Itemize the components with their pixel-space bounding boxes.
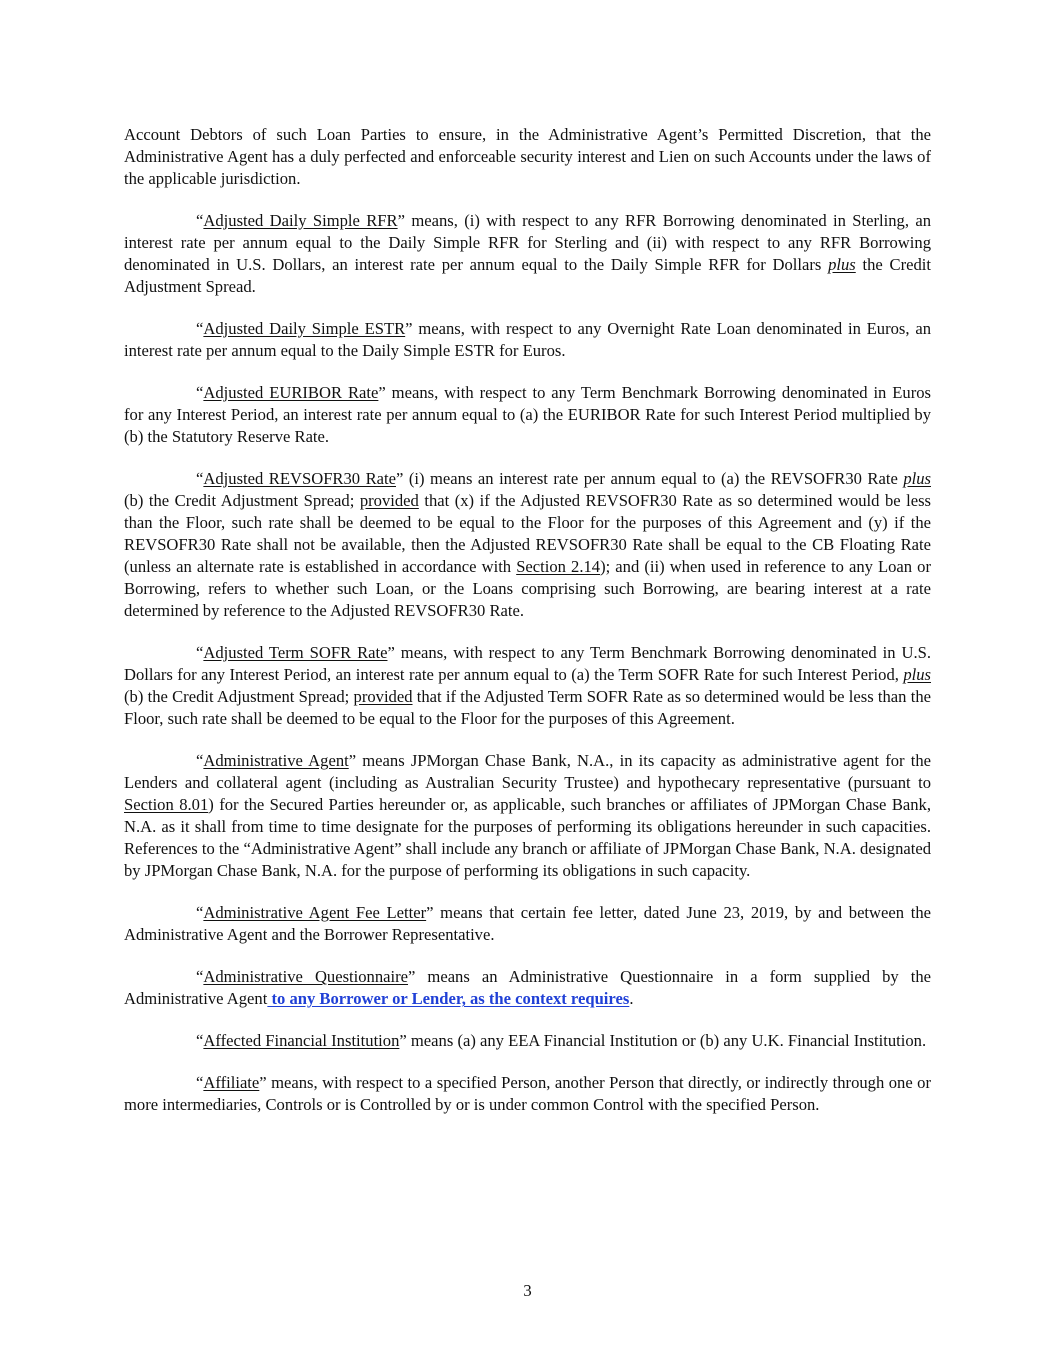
defined-term: provided (359, 491, 419, 510)
text-run: “ (196, 469, 204, 488)
text-run: “ (196, 751, 204, 770)
text-run: “ (196, 1073, 204, 1092)
defined-term: Section 2.14 (516, 557, 601, 576)
text-run: that if the Adjusted Term SOFR Rate as so determined would be less than the Floor, such rate shall be deemed to be equal to the Floor for the purposes of this Agreement. (124, 687, 931, 728)
text-run: ” means that certain fee letter, dated June 23, 2019, by and between the Administrative Agent and the Borrower Representative. (124, 903, 931, 944)
page-number: 3 (523, 1281, 532, 1300)
defined-term: Section 8.01 (124, 795, 209, 814)
inserted-text: to any Borrower or Lender, as the context requires (267, 989, 630, 1008)
text-run: the Credit Adjustment Spread. (124, 255, 931, 296)
text-run: ” means, with respect to any Overnight Rate Loan denominated in Euros, an interest rate per annum equal to the Daily Simple ESTR for Euros. (124, 319, 931, 360)
text-run: “ (196, 211, 204, 230)
defined-term: Administrative Questionnaire (203, 967, 409, 986)
text-run: “ (196, 383, 204, 402)
defined-term: Affected Financial Institution (203, 1031, 400, 1050)
emphasis-term: plus (828, 255, 856, 274)
paragraph (124, 642, 931, 730)
text-run: ” (i) means an interest rate per annum equal to (a) the REVSOFR30 Rate (396, 469, 904, 488)
text-run: ); and (ii) when used in reference to any Loan or Borrowing, refers to whether such Loan, or the Loans comprising such Borrowing, are bearing interest at a rate determined by reference to the Adjusted REVSOFR30 Rate. (124, 557, 931, 620)
paragraph (124, 210, 931, 298)
text-run: ” means an Administrative Questionnaire in a form supplied by the Administrative Agent (124, 967, 931, 1008)
defined-term: Administrative Agent (203, 751, 349, 770)
defined-term: Adjusted Term SOFR Rate (203, 643, 388, 662)
paragraph (124, 966, 931, 1010)
text-run: (b) the Credit Adjustment Spread; (124, 687, 354, 706)
paragraph (124, 902, 931, 946)
text-run: “ (196, 1031, 204, 1050)
paragraph (124, 318, 931, 362)
defined-term: Affiliate (203, 1073, 260, 1092)
defined-term: provided (353, 687, 413, 706)
text-run: “ (196, 643, 204, 662)
paragraph (124, 750, 931, 882)
defined-term: Adjusted REVSOFR30 Rate (203, 469, 396, 488)
defined-term: Administrative Agent Fee Letter (203, 903, 427, 922)
text-run: (b) the Credit Adjustment Spread; (124, 491, 360, 510)
paragraph (124, 382, 931, 448)
text-run: “ (196, 967, 204, 986)
text-run: ) for the Secured Parties hereunder or, as applicable, such branches or affiliates of JPMorgan Chase Bank, N.A. as it shall from time to time designate for the purposes of performing its obligations hereunder in such capacities. References to the “Administrative Agent” shall include any branch or affiliate of JPMorgan Chase Bank, N.A. designated by JPMorgan Chase Bank, N.A. for the purpose of performing its obligations in such capacity. (124, 795, 931, 880)
paragraph (124, 124, 931, 190)
emphasis-term: plus (903, 665, 931, 684)
text-run: Account Debtors of such Loan Parties to ensure, in the Administrative Agent’s Permitted Discretion, that the Administrative Agent has a duly perfected and enforceable security interest and Lien on such Accounts under the laws of the applicable jurisdiction. (124, 125, 931, 188)
emphasis-term: plus (903, 469, 931, 488)
defined-term: Adjusted EURIBOR Rate (203, 383, 379, 402)
text-run: ” means JPMorgan Chase Bank, N.A., in its capacity as administrative agent for the Lenders and collateral agent (including as Australian Security Trustee) and hypothecary representative (pursuant to (124, 751, 931, 792)
document-page (124, 124, 931, 1136)
text-run: ” means, with respect to any Term Benchmark Borrowing denominated in Euros for any Interest Period, an interest rate per annum equal to (a) the EURIBOR Rate for such Interest Period multiplied by (b) the Statutory Reserve Rate. (124, 383, 931, 446)
paragraph (124, 468, 931, 622)
text-run: ” means (a) any EEA Financial Institution or (b) any U.K. Financial Institution. (399, 1031, 927, 1050)
text-run: that (x) if the Adjusted REVSOFR30 Rate as so determined would be less than the Floor, such rate shall be deemed to be equal to the Floor for the purposes of this Agreement and (y) if the REVSOFR30 Rate shall not be available, then the Adjusted REVSOFR30 Rate shall be equal to the CB Floating Rate (unless an alternate rate is established in accordance with (124, 491, 932, 576)
text-run: ” means, (i) with respect to any RFR Borrowing denominated in Sterling, an interest rate per annum equal to the Daily Simple RFR for Sterling and (ii) with respect to any RFR Borrowing denominated in U.S. Dollars, an interest rate per annum equal to the Daily Simple RFR for Dollars (124, 211, 931, 274)
paragraph (124, 1072, 931, 1116)
text-run: “ (196, 903, 204, 922)
text-run: ” means, with respect to any Term Benchmark Borrowing denominated in U.S. Dollars for any Interest Period, an interest rate per annum equal to (a) the Term SOFR Rate for such Interest Period, (124, 643, 931, 684)
paragraph (124, 1030, 931, 1052)
text-run: ” means, with respect to a specified Person, another Person that directly, or indirectly through one or more intermediaries, Controls or is Controlled by or is under common Control with the specified Person. (124, 1073, 931, 1114)
defined-term: Adjusted Daily Simple RFR (203, 211, 398, 230)
defined-term: Adjusted Daily Simple ESTR (203, 319, 406, 338)
text-run: . (629, 989, 634, 1008)
text-run: “ (196, 319, 204, 338)
